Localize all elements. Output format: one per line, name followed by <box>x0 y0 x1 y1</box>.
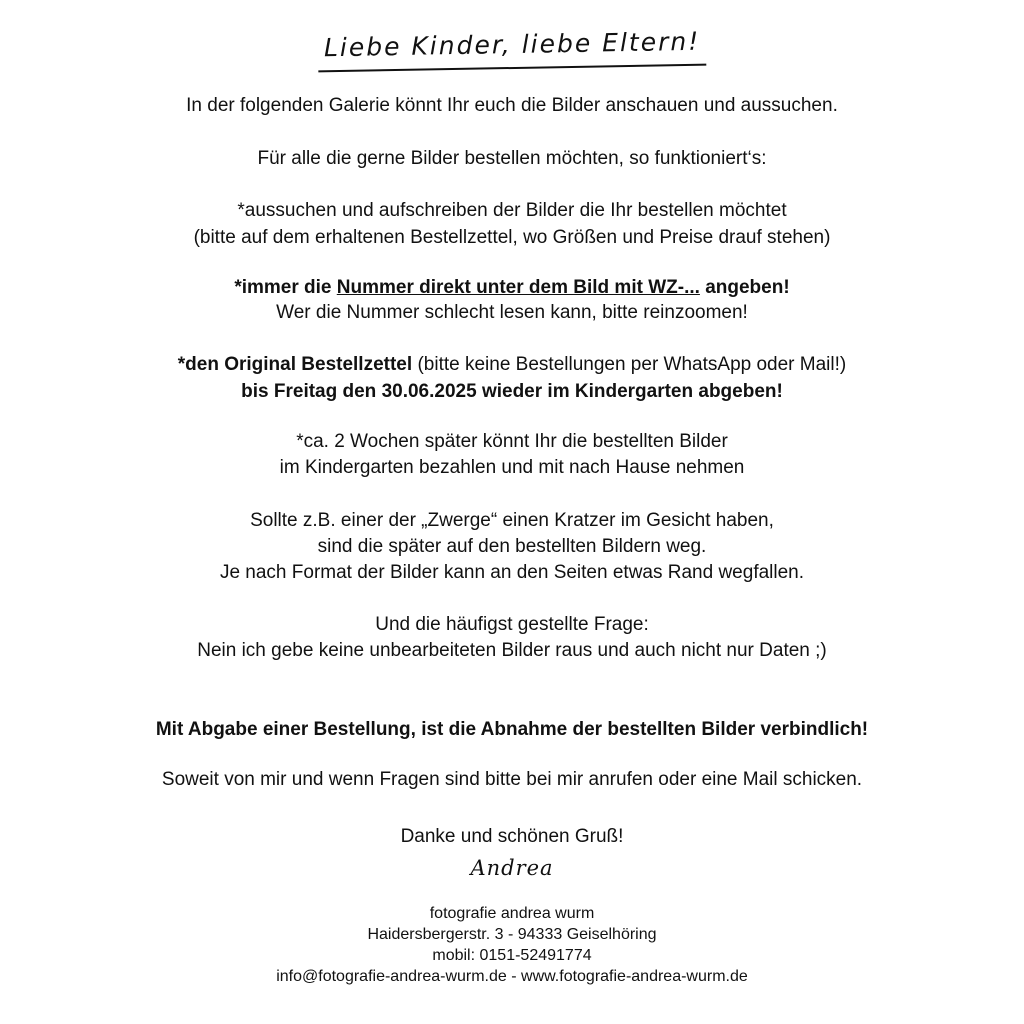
signature: Andrea <box>470 856 554 880</box>
how-it-works-text: Für alle die gerne Bilder bestellen möchten, so funktioniert‘s: <box>257 148 767 169</box>
contact-note: Soweit von mir und wenn Fragen sind bitte bei mir anrufen oder eine Mail schicken. <box>161 769 863 790</box>
step1-line2: (bitte auf dem erhaltenen Bestellzettel, wo Größen und Preise drauf stehen) <box>193 227 831 248</box>
footer-web: info@fotografie-andrea-wurm.de - www.fotografie-andrea-wurm.de <box>276 968 748 985</box>
note-line3: Je nach Format der Bilder kann an den Seiten etwas Rand wegfallen. <box>219 562 805 583</box>
title-block <box>0 26 1024 69</box>
step3-line1 <box>0 353 1024 377</box>
step3-normal: (bitte keine Bestellungen per WhatsApp oder Mail!) <box>412 354 847 375</box>
page-title: Liebe Kinder, liebe Eltern! <box>318 27 707 73</box>
step2-line1 <box>0 276 1024 300</box>
step4-line2: im Kindergarten bezahlen und mit nach Hause nehmen <box>279 457 745 478</box>
footer-address: Haidersbergerstr. 3 - 94333 Geiselhöring <box>367 926 657 943</box>
step3-line2: bis Freitag den 30.06.2025 wieder im Kindergarten abgeben! <box>241 381 783 402</box>
faq-line2: Nein ich gebe keine unbearbeiteten Bilder raus und auch nicht nur Daten ;) <box>197 640 827 661</box>
step2-prefix: *immer die <box>234 277 337 298</box>
note-line2: sind die später auf den bestellten Bildern weg. <box>317 536 707 557</box>
intro-text: In der folgenden Galerie könnt Ihr euch die Bilder anschauen und aussuchen. <box>186 95 838 116</box>
footer-name: fotografie andrea wurm <box>429 905 595 922</box>
step1-line1: *aussuchen und aufschreiben der Bilder die Ihr bestellen möchtet <box>237 200 787 221</box>
note-line1: Sollte z.B. einer der „Zwerge“ einen Kratzer im Gesicht haben, <box>250 510 774 531</box>
step2-line2: Wer die Nummer schlecht lesen kann, bitte reinzoomen! <box>276 302 748 323</box>
step4-line1: *ca. 2 Wochen später könnt Ihr die bestellten Bilder <box>296 431 728 452</box>
step2-suffix: angeben! <box>699 277 790 298</box>
footer-mobile: mobil: 0151-52491774 <box>432 947 592 964</box>
binding-notice: Mit Abgabe einer Bestellung, ist die Abnahme der bestellten Bilder verbindlich! <box>155 719 869 740</box>
thanks-text: Danke und schönen Gruß! <box>400 826 624 847</box>
step2-underlined: Nummer direkt unter dem Bild mit WZ-... <box>336 277 700 298</box>
step3-bold: *den Original Bestellzettel <box>177 354 413 375</box>
faq-line1: Und die häufigst gestellte Frage: <box>375 614 649 635</box>
